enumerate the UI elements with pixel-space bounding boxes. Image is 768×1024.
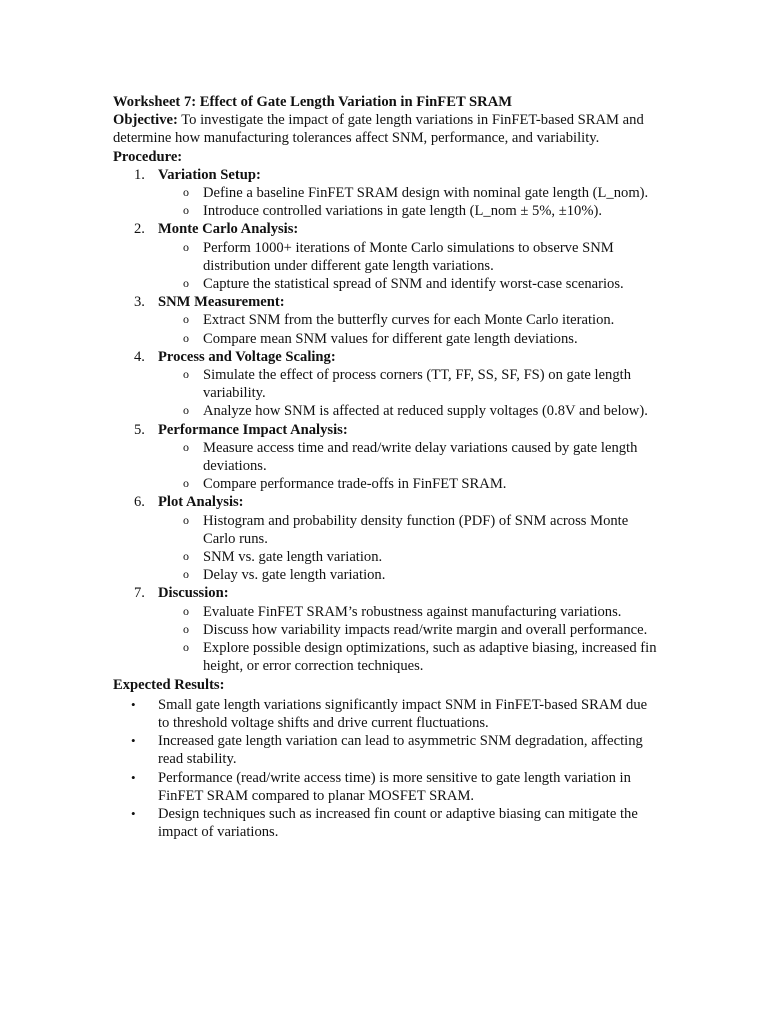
step-substeps <box>158 184 658 220</box>
step-number: 2. <box>134 221 145 238</box>
substep-marker: o <box>183 567 189 582</box>
procedure-step <box>113 293 658 348</box>
step-number: 4. <box>134 348 145 365</box>
step-title: Variation Setup: <box>158 166 261 183</box>
step-title: Discussion: <box>158 585 229 602</box>
step-substeps <box>158 239 658 294</box>
substep-item <box>158 639 658 675</box>
result-text: Design techniques such as increased fin count or adaptive biasing can mitigate the impact of variations. <box>158 805 638 841</box>
procedure-step <box>113 421 658 494</box>
substep-item <box>158 439 658 475</box>
substep-item <box>158 275 658 293</box>
procedure-step <box>113 493 658 584</box>
result-text: Performance (read/write access time) is more sensitive to gate length variation in FinFET SRAM compared to planar MOSFET SRAM. <box>158 769 631 804</box>
substep-text: Simulate the effect of process corners (TT, FF, SS, SF, FS) on gate length variability. <box>203 367 631 402</box>
substep-marker: o <box>183 367 189 382</box>
procedure-heading: Procedure: <box>113 148 183 165</box>
substep-text: Analyze how SNM is affected at reduced supply voltages (0.8V and below). <box>203 403 648 420</box>
step-number: 7. <box>134 585 145 602</box>
substep-marker: o <box>183 276 189 291</box>
substep-text: Evaluate FinFET SRAM’s robustness against manufacturing variations. <box>203 603 622 620</box>
step-title: Performance Impact Analysis: <box>158 421 348 438</box>
step-number: 6. <box>134 494 145 511</box>
substep-marker: o <box>183 203 189 218</box>
step-title: Plot Analysis: <box>158 494 244 511</box>
substep-text: Explore possible design optimizations, such as adaptive biasing, increased fin height, or error correction techniques. <box>203 640 657 675</box>
objective-label: Objective: <box>113 112 178 129</box>
procedure-step <box>113 166 658 221</box>
result-item <box>113 769 658 805</box>
step-substeps <box>158 366 658 421</box>
bullet-icon: • <box>131 733 136 749</box>
substep-marker: o <box>183 330 189 345</box>
substep-text: Perform 1000+ iterations of Monte Carlo simulations to observe SNM distribution under different gate length variations. <box>203 239 614 274</box>
step-title: Process and Voltage Scaling: <box>158 348 336 365</box>
substep-text: Delay vs. gate length variation. <box>203 567 386 584</box>
step-title: SNM Measurement: <box>158 294 285 311</box>
substep-marker: o <box>183 640 189 655</box>
substep-marker: o <box>183 312 189 327</box>
substep-text: SNM vs. gate length variation. <box>203 549 383 566</box>
step-number: 3. <box>134 294 145 311</box>
objective-text: To investigate the impact of gate length variations in FinFET-based SRAM and determine how manufacturing tolerances affect SNM, performance, and variability. <box>113 112 644 147</box>
substep-text: Discuss how variability impacts read/write margin and overall performance. <box>203 621 648 638</box>
result-item <box>113 696 658 732</box>
step-substeps <box>158 311 658 347</box>
substep-text: Capture the statistical spread of SNM and identify worst-case scenarios. <box>203 276 624 293</box>
bullet-icon: • <box>131 805 136 821</box>
substep-item <box>158 603 658 621</box>
bullet-icon: • <box>131 696 136 712</box>
expected-results-heading: Expected Results: <box>113 676 225 693</box>
step-substeps <box>158 439 658 494</box>
result-item <box>113 732 658 768</box>
substep-text: Extract SNM from the butterfly curves for each Monte Carlo iteration. <box>203 312 615 329</box>
step-title: Monte Carlo Analysis: <box>158 221 299 238</box>
substep-text: Compare performance trade-offs in FinFET SRAM. <box>203 476 507 493</box>
substep-marker: o <box>183 439 189 454</box>
substep-item <box>158 330 658 348</box>
substep-item <box>158 184 658 202</box>
substep-text: Define a baseline FinFET SRAM design with nominal gate length (L_nom). <box>203 185 649 202</box>
substep-marker: o <box>183 512 189 527</box>
substep-item <box>158 548 658 566</box>
procedure-step <box>113 584 658 675</box>
step-substeps <box>158 603 658 676</box>
substep-item <box>158 202 658 220</box>
substep-marker: o <box>183 549 189 564</box>
substep-item <box>158 566 658 584</box>
bullet-icon: • <box>131 769 136 785</box>
procedure-step <box>113 220 658 293</box>
substep-marker: o <box>183 476 189 491</box>
substep-marker: o <box>183 185 189 200</box>
substep-item <box>158 402 658 420</box>
substep-item <box>158 311 658 329</box>
page-title: Worksheet 7: Effect of Gate Length Variation in FinFET SRAM <box>113 94 513 110</box>
worksheet-page <box>113 93 658 841</box>
procedure-step <box>113 348 658 421</box>
substep-text: Introduce controlled variations in gate length (L_nom ± 5%, ±10%). <box>203 203 602 220</box>
result-text: Small gate length variations significantly impact SNM in FinFET-based SRAM due to threshold voltage shifts and drive current fluctuations. <box>158 696 648 731</box>
substep-text: Compare mean SNM values for different gate length deviations. <box>203 330 578 347</box>
substep-item <box>158 239 658 275</box>
result-item <box>113 805 658 841</box>
step-number: 1. <box>134 166 145 183</box>
substep-item <box>158 621 658 639</box>
substep-text: Measure access time and read/write delay variations caused by gate length deviations. <box>203 439 638 475</box>
step-substeps <box>158 512 658 585</box>
substep-marker: o <box>183 603 189 618</box>
objective-paragraph <box>113 111 658 147</box>
substep-item <box>158 512 658 548</box>
substep-item <box>158 475 658 493</box>
step-number: 5. <box>134 421 145 438</box>
result-text: Increased gate length variation can lead to asymmetric SNM degradation, affecting read stability. <box>158 733 643 768</box>
expected-results-list <box>113 696 658 842</box>
substep-marker: o <box>183 403 189 418</box>
substep-item <box>158 366 658 402</box>
substep-marker: o <box>183 621 189 636</box>
substep-text: Histogram and probability density function (PDF) of SNM across Monte Carlo runs. <box>203 512 629 547</box>
substep-marker: o <box>183 239 189 254</box>
procedure-steps <box>113 166 658 676</box>
